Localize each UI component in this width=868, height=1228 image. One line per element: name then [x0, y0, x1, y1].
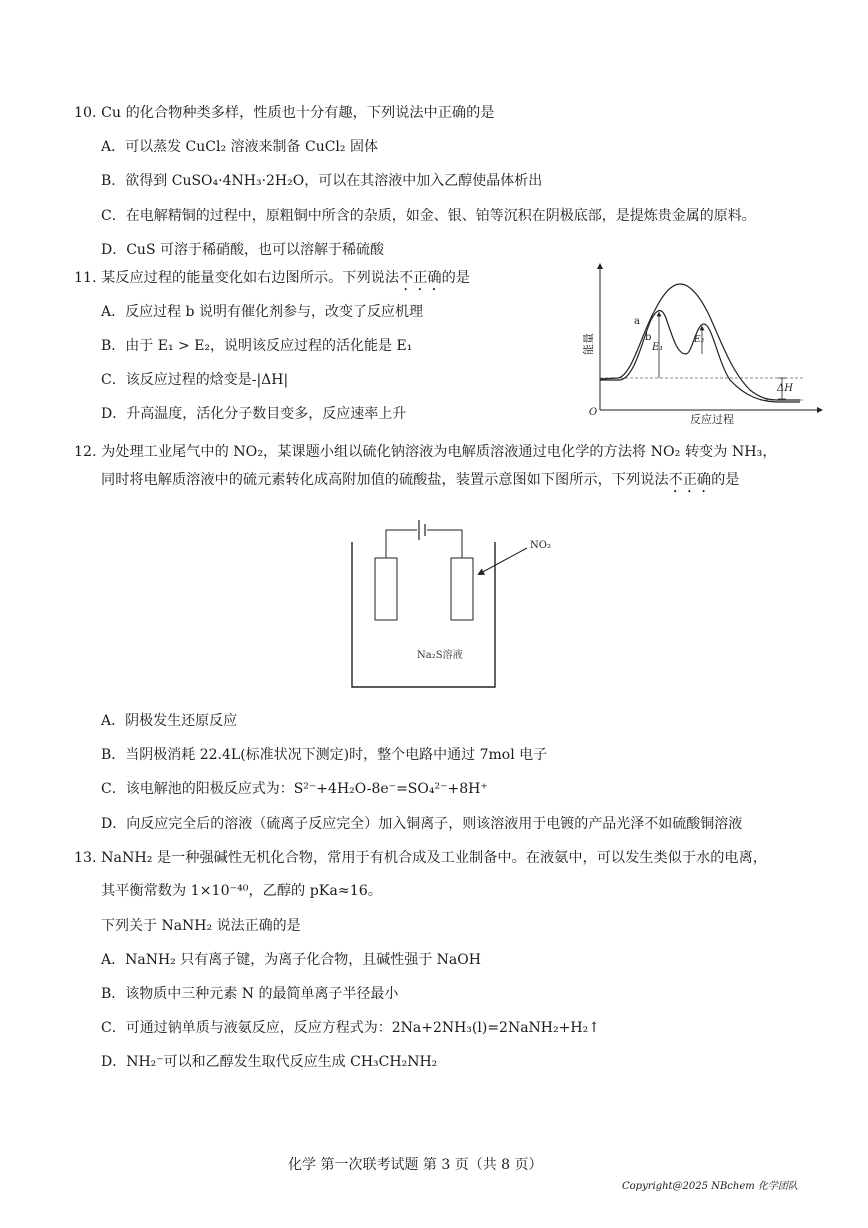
copyright: Copyright@2025 NBchem 化学团队	[622, 1181, 798, 1192]
q13-option-a: A．NaNH₂ 只有离子键，为离子化合物，且碱性强于 NaOH	[101, 952, 481, 968]
y-axis-label: 能量	[582, 333, 595, 355]
dh-label: ΔH	[777, 383, 793, 394]
q13-option-d: D．NH₂⁻可以和乙醇发生取代反应生成 CH₃CH₂NH₂	[101, 1054, 438, 1070]
left-electrode	[375, 558, 397, 620]
q10-option-c: C．在电解精铜的过程中，原粗铜中所含的杂质，如金、银、铂等沉积在阴极底部，是提炼贵金属的原料。	[101, 208, 756, 224]
electrolysis-diagram	[345, 512, 575, 692]
e1-label: E₁	[652, 342, 664, 353]
q10-option-d: D．CuS 可溶于稀硝酸，也可以溶解于稀硫酸	[101, 242, 384, 258]
q11-option-b: B．由于 E₁ > E₂，说明该反应过程的活化能是 E₁	[101, 338, 413, 354]
curve-b	[600, 311, 800, 403]
q11-option-d: D．升高温度，活化分子数目变多，反应速率上升	[101, 406, 407, 422]
no2-arrow	[479, 548, 527, 574]
no2-label: NO₂	[530, 540, 551, 551]
beaker	[352, 542, 495, 687]
x-axis-label: 反应过程	[690, 413, 734, 426]
q10-option-b: B．欲得到 CuSO₄·4NH₃·2H₂O，可以在其溶液中加入乙醇使晶体析出	[101, 173, 543, 189]
q12-option-c: C．该电解池的阳极反应式为：S²⁻+4H₂O-8e⁻=SO₄²⁻+8H⁺	[101, 781, 488, 797]
q13-option-c: C．可通过钠单质与液氨反应，反应方程式为：2Na+2NH₃(l)=2NaNH₂+H₂↑	[101, 1020, 600, 1036]
e2-label: E₂	[694, 335, 705, 345]
q11-stem: 11. 某反应过程的能量变化如右边图所示。下列说法不正确的是	[74, 270, 470, 286]
right-electrode	[451, 558, 473, 620]
origin-label: O	[589, 407, 598, 418]
q10-option-a: A．可以蒸发 CuCl₂ 溶液来制备 CuCl₂ 固体	[101, 139, 378, 155]
energy-diagram	[580, 262, 825, 427]
q13-stem-line2: 其平衡常数为 1×10⁻⁴⁰，乙醇的 pKa≈16。	[101, 883, 382, 899]
q11-option-c: C．该反应过程的焓变是-|ΔH|	[101, 372, 289, 388]
curve-a-label: a	[634, 316, 640, 327]
q11-option-a: A．反应过程 b 说明有催化剂参与，改变了反应机理	[101, 304, 423, 320]
q12-option-d: D．向反应完全后的溶液（硫离子反应完全）加入铜离子，则该溶液用于电镀的产品光泽不如硫酸铜溶液	[101, 816, 743, 832]
solution-label: Na₂S溶液	[417, 650, 463, 661]
q12-stem-line1: 12. 为处理工业尾气中的 NO₂，某课题小组以硫化钠溶液为电解质溶液通过电化学的方法将 NO₂ 转变为 NH₃，	[74, 444, 777, 460]
q12-option-b: B．当阴极消耗 22.4L(标准状况下测定)时，整个电路中通过 7mol 电子	[101, 747, 548, 763]
q13-stem-line1: 13. NaNH₂ 是一种强碱性无机化合物，常用于有机合成及工业制备中。在液氨中，可以发生类似于水的电离，	[74, 850, 767, 866]
q13-stem-line3: 下列关于 NaNH₂ 说法正确的是	[101, 918, 301, 934]
curve-b-label: b	[645, 332, 652, 343]
q10-stem: 10. Cu 的化合物种类多样，性质也十分有趣，下列说法中正确的是	[74, 105, 495, 121]
q12-option-a: A．阴极发生还原反应	[101, 713, 238, 729]
wire	[386, 530, 417, 558]
page-footer: 化学 第一次联考试题 第 3 页（共 8 页）	[288, 1157, 543, 1173]
q13-option-b: B．该物质中三种元素 N 的最简单离子半径最小	[101, 986, 399, 1002]
q12-stem-line2: 同时将电解质溶液中的硫元素转化成高附加值的硫酸盐，装置示意图如下图所示，下列说法不正确的是	[101, 472, 740, 488]
